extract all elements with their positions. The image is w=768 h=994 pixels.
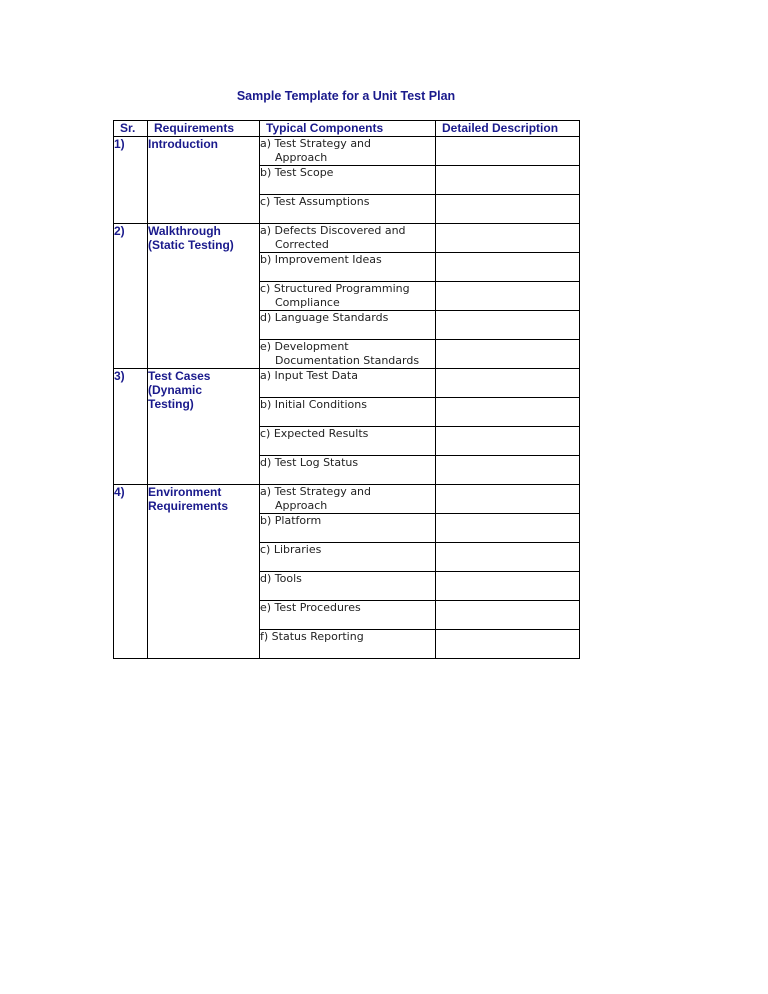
description-cell[interactable] — [436, 282, 580, 311]
description-cell[interactable] — [436, 340, 580, 369]
description-cell[interactable] — [436, 369, 580, 398]
requirement-label: Test Cases — [148, 369, 211, 383]
requirement-label: Environment — [148, 485, 222, 499]
component-cell — [260, 195, 436, 224]
requirement-label: Introduction — [148, 137, 218, 151]
component-text: b) Platform — [260, 514, 322, 527]
requirement-cell — [148, 369, 260, 485]
page-title: Sample Template for a Unit Test Plan — [236, 89, 456, 103]
requirement-cell — [148, 485, 260, 659]
requirement-cell — [148, 224, 260, 369]
description-cell[interactable] — [436, 572, 580, 601]
component-text-cont: Approach — [275, 151, 328, 164]
component-text: b) Test Scope — [260, 166, 334, 179]
component-text: a) Test Strategy and — [260, 485, 372, 498]
description-cell[interactable] — [436, 427, 580, 456]
component-cell — [260, 601, 436, 630]
component-text: d) Language Standards — [260, 311, 389, 324]
description-cell[interactable] — [436, 195, 580, 224]
component-text: a) Input Test Data — [260, 369, 358, 382]
component-cell — [260, 369, 436, 398]
header-detailed-description: Detailed Description — [436, 121, 580, 137]
component-cell — [260, 166, 436, 195]
requirement-label: Requirements — [148, 499, 229, 513]
component-text: d) Tools — [260, 572, 302, 585]
component-text-cont: Corrected — [275, 238, 329, 251]
component-cell — [260, 340, 436, 369]
requirement-label: (Static Testing) — [148, 238, 234, 252]
sr-cell: 1) — [114, 137, 148, 224]
description-cell[interactable] — [436, 311, 580, 340]
description-cell[interactable] — [436, 456, 580, 485]
component-cell — [260, 630, 436, 659]
description-cell[interactable] — [436, 253, 580, 282]
header-sr: Sr. — [114, 121, 148, 137]
component-text: f) Status Reporting — [260, 630, 364, 643]
component-text-cont: Approach — [275, 499, 328, 512]
table-row — [114, 369, 580, 398]
component-text: e) Development — [260, 340, 349, 353]
component-text: c) Structured Programming — [260, 282, 410, 295]
description-cell[interactable] — [436, 630, 580, 659]
component-text: b) Improvement Ideas — [260, 253, 382, 266]
component-text: b) Initial Conditions — [260, 398, 367, 411]
component-text: d) Test Log Status — [260, 456, 359, 469]
component-text: a) Defects Discovered and — [260, 224, 406, 237]
component-text: c) Expected Results — [260, 427, 369, 440]
component-cell — [260, 572, 436, 601]
component-cell — [260, 427, 436, 456]
component-text-cont: Documentation Standards — [275, 354, 420, 367]
component-cell — [260, 253, 436, 282]
description-cell[interactable] — [436, 137, 580, 166]
component-cell — [260, 543, 436, 572]
requirement-label: Testing) — [148, 397, 194, 411]
description-cell[interactable] — [436, 543, 580, 572]
sr-cell: 2) — [114, 224, 148, 369]
description-cell[interactable] — [436, 166, 580, 195]
description-cell[interactable] — [436, 485, 580, 514]
component-cell — [260, 398, 436, 427]
requirement-label: Walkthrough — [148, 224, 221, 238]
component-text: c) Libraries — [260, 543, 322, 556]
description-cell[interactable] — [436, 601, 580, 630]
table-row — [114, 224, 580, 253]
component-cell — [260, 456, 436, 485]
header-row — [114, 121, 580, 137]
header-typical-components: Typical Components — [260, 121, 436, 137]
component-text: c) Test Assumptions — [260, 195, 370, 208]
component-cell — [260, 224, 436, 253]
requirement-cell — [148, 137, 260, 224]
requirement-label: (Dynamic — [148, 383, 203, 397]
description-cell[interactable] — [436, 398, 580, 427]
component-text-cont: Compliance — [275, 296, 340, 309]
component-text: e) Test Procedures — [260, 601, 361, 614]
component-cell — [260, 514, 436, 543]
table-row — [114, 137, 580, 166]
header-requirements: Requirements — [148, 121, 260, 137]
component-cell — [260, 485, 436, 514]
table-row — [114, 485, 580, 514]
component-cell — [260, 282, 436, 311]
component-cell — [260, 311, 436, 340]
description-cell[interactable] — [436, 514, 580, 543]
sr-cell: 3) — [114, 369, 148, 485]
sr-cell: 4) — [114, 485, 148, 659]
component-cell — [260, 137, 436, 166]
unit-test-plan-table — [113, 120, 580, 659]
component-text: a) Test Strategy and — [260, 137, 372, 150]
description-cell[interactable] — [436, 224, 580, 253]
